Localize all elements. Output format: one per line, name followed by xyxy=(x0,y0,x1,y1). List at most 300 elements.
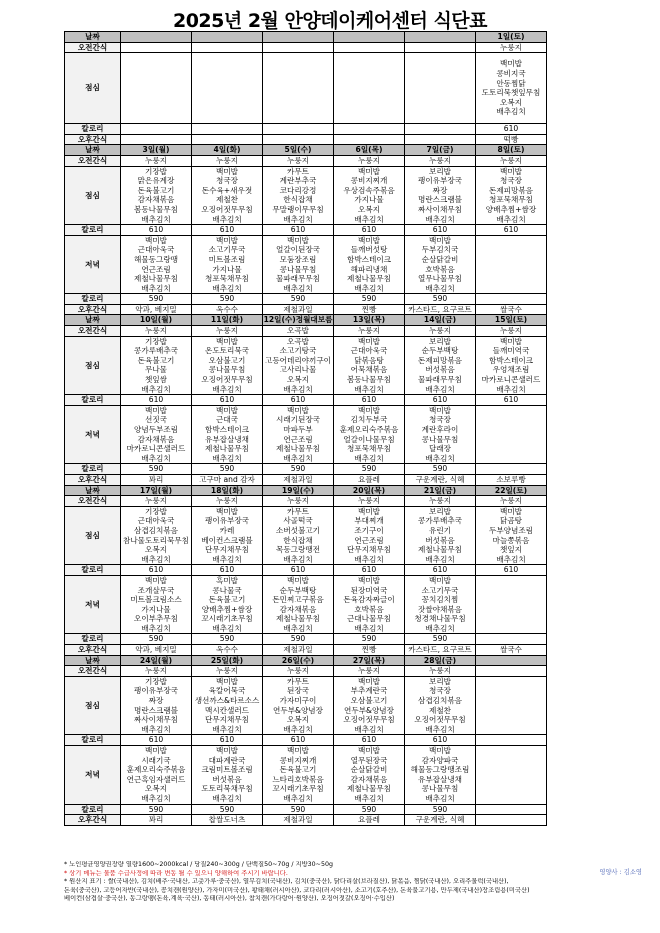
dinner-dish: 청국장 xyxy=(428,415,451,425)
dinner-dish: 소고기무국 xyxy=(421,585,459,595)
kcal-cell: 610 xyxy=(121,225,192,236)
date-cell: 7일(금) xyxy=(405,145,476,156)
lunch-dish: 명란스크램블 xyxy=(133,705,178,715)
pm-snack-cell: 약과, 베지밀 xyxy=(121,304,192,315)
dinner-menu-cell xyxy=(476,405,547,464)
dinner-dish: 순두부백탕 xyxy=(279,585,317,595)
date-cell xyxy=(405,32,476,43)
lunch-dish: 카무트 xyxy=(286,166,309,176)
dinner-dish xyxy=(476,274,546,284)
lunch-menu-cell xyxy=(405,166,476,225)
am-snack-row xyxy=(65,666,547,677)
dinner-dish xyxy=(476,435,546,445)
dinner-menu-cell xyxy=(405,746,476,805)
row-label-kcal: 칼로리 xyxy=(65,464,121,475)
am-snack-row xyxy=(65,496,547,507)
lunch-dish: 배추김치 xyxy=(212,214,242,224)
dinner-dish: 청포묵채무침 xyxy=(346,444,391,454)
lunch-dish: 청국장 xyxy=(499,176,522,186)
lunch-dish: 콩비지찌개 xyxy=(350,176,388,186)
lunch-dish: 베이컨스크램블 xyxy=(201,535,253,545)
pm-snack-cell: 카스타드, 요구르트 xyxy=(405,645,476,656)
kcal-cell: 610 xyxy=(263,225,334,236)
dinner-dish: 콩나물무침 xyxy=(421,434,459,444)
lunch-row xyxy=(65,506,547,565)
dinner-dish: 백미밥 xyxy=(144,235,167,245)
dinner-dish: 백미밥 xyxy=(428,235,451,245)
lunch-dish: 연두부&양념장 xyxy=(273,705,323,715)
lunch-menu-cell xyxy=(476,336,547,395)
lunch-dish: 오삼불고기 xyxy=(208,355,246,365)
dinner-dish: 얼갈이된장국 xyxy=(275,245,320,255)
lunch-kcal-row xyxy=(65,124,547,135)
lunch-dish: 돈제피망볶음 xyxy=(488,185,533,195)
dinner-dish: 백미밥 xyxy=(357,405,380,415)
lunch-kcal-row xyxy=(65,225,547,236)
lunch-dish: 배추김치 xyxy=(212,554,242,564)
lunch-row xyxy=(65,336,547,395)
row-label-pm-snack: 오후간식 xyxy=(65,134,121,145)
kcal-cell: 590 xyxy=(263,464,334,475)
lunch-dish: 카무트 xyxy=(286,506,309,516)
am-snack-cell xyxy=(334,42,405,53)
lunch-dish: 계란부추국 xyxy=(279,176,317,186)
pm-snack-cell: 제철과일 xyxy=(263,645,334,656)
date-row xyxy=(65,145,547,156)
am-snack-cell: 오곡밥 xyxy=(263,326,334,337)
dinner-dish: 배추김치 xyxy=(283,283,313,293)
lunch-menu-cell xyxy=(334,506,405,565)
kcal-cell: 590 xyxy=(405,294,476,305)
nutritionist-name: 영양사 : 김소영 xyxy=(599,869,642,876)
lunch-dish: 백미밥 xyxy=(215,506,238,516)
dinner-dish: 백미밥 xyxy=(428,405,451,415)
dinner-menu-cell xyxy=(263,575,334,634)
dinner-menu-cell xyxy=(476,235,547,294)
dinner-dish: 양념두부조림 xyxy=(133,425,178,434)
lunch-menu-cell xyxy=(334,166,405,225)
dinner-menu-cell xyxy=(263,235,334,294)
dinner-dish xyxy=(476,284,546,294)
lunch-dish: 삼겹김치볶음 xyxy=(133,525,178,535)
lunch-dish: 백미밥 xyxy=(357,166,380,176)
lunch-dish: 백미밥 xyxy=(215,166,238,176)
footer-origin-line-1: * 원산지 표기 : 쌀(국내산), 김치(배추·국내산, 고춧가루·중국산), 열무김치(국내산), 김치(중국산), 닭다리살(브라질산), 닭볶음, 찜닭(국내산), 오리주물럭(국내산), xyxy=(64,878,509,886)
dinner-menu-cell xyxy=(334,575,405,634)
lunch-dish: 돈수육+새우젓 xyxy=(201,185,253,195)
dinner-menu-cell xyxy=(405,235,476,294)
dinner-dish: 잣쌀야채볶음 xyxy=(417,604,462,614)
lunch-dish: 돈제피망볶음 xyxy=(417,355,462,365)
dinner-dish: 콩나물무침 xyxy=(421,784,459,794)
pm-snack-cell: 옥수수 xyxy=(192,304,263,315)
lunch-dish: 명란스크램블 xyxy=(417,195,462,205)
lunch-menu-cell xyxy=(476,53,547,124)
lunch-dish: 단무지채무침 xyxy=(204,715,249,725)
dinner-dish: 백미밥 xyxy=(286,405,309,415)
dinner-dish: 백미밥 xyxy=(286,746,309,755)
row-label-kcal: 칼로리 xyxy=(65,225,121,236)
lunch-dish: 유린기 xyxy=(428,525,451,535)
am-snack-cell xyxy=(121,42,192,53)
dinner-dish: 배추김치 xyxy=(425,623,455,633)
lunch-dish: 무나물 xyxy=(144,365,167,375)
dinner-dish: 배추김치 xyxy=(141,453,171,463)
row-label-am-snack: 오전간식 xyxy=(65,666,121,677)
lunch-menu-cell xyxy=(121,166,192,225)
lunch-dish: 챗잎지 xyxy=(499,545,522,555)
lunch-menu-cell xyxy=(263,506,334,565)
kcal-cell xyxy=(476,294,547,305)
dinner-dish: 마파두부 xyxy=(283,425,313,434)
dinner-dish: 배추김치 xyxy=(212,453,242,463)
lunch-dish: 버섯볶음 xyxy=(425,365,455,375)
pm-snack-cell: 고구마 and 감자 xyxy=(192,474,263,485)
lunch-dish: 무말랭이무무침 xyxy=(272,204,324,214)
lunch-dish: 고사리나물 xyxy=(279,365,317,375)
lunch-dish: 오곡밥 xyxy=(286,336,309,346)
lunch-dish: 백미밥 xyxy=(499,166,522,176)
row-label-kcal: 칼로리 xyxy=(65,804,121,815)
lunch-menu-cell xyxy=(334,336,405,395)
date-cell: 14일(금) xyxy=(405,315,476,326)
dinner-dish: 돈육불고기 xyxy=(208,595,246,605)
kcal-cell: 610 xyxy=(121,565,192,576)
lunch-dish: 닭볶음탕 xyxy=(354,355,384,365)
row-label-dinner: 저녁 xyxy=(65,405,121,464)
dinner-dish: 열무나물무침 xyxy=(417,274,462,284)
lunch-menu-cell xyxy=(121,53,192,124)
dinner-dish xyxy=(476,624,546,634)
lunch-kcal-row xyxy=(65,565,547,576)
kcal-cell: 610 xyxy=(334,225,405,236)
lunch-dish: 맥시칸샐러드 xyxy=(204,705,249,715)
dinner-menu-cell xyxy=(334,405,405,464)
lunch-dish: 들깨미역국 xyxy=(492,346,530,356)
dinner-dish: 백미밥 xyxy=(357,746,380,755)
dinner-dish: 호박볶음 xyxy=(425,264,455,274)
lunch-dish: 온도토리묵국 xyxy=(204,346,249,356)
am-snack-cell xyxy=(476,666,547,677)
date-cell: 18일(화) xyxy=(192,485,263,496)
dinner-dish: 감자양파국 xyxy=(421,755,459,765)
am-snack-cell: 누룽지 xyxy=(405,326,476,337)
lunch-dish: 고등어데리야끼구이 xyxy=(264,355,332,365)
lunch-dish: 배추김치 xyxy=(496,384,526,394)
dinner-dish: 백미밥 xyxy=(428,746,451,755)
lunch-dish: 오복지 xyxy=(144,545,167,555)
lunch-menu-cell xyxy=(263,676,334,735)
pm-snack-cell: 떡빵 xyxy=(476,134,547,145)
dinner-dish xyxy=(476,454,546,464)
lunch-row xyxy=(65,53,547,124)
dinner-dish: 근대국 xyxy=(215,415,238,425)
lunch-dish: 부대찌개 xyxy=(354,516,384,526)
am-snack-cell: 누룽지 xyxy=(121,326,192,337)
lunch-dish: 보리밥 xyxy=(428,166,451,176)
lunch-dish: 백미밥 xyxy=(499,59,522,69)
date-cell: 24일(월) xyxy=(121,655,192,666)
dinner-dish: 시래기국 xyxy=(141,755,171,765)
row-label-kcal: 칼로리 xyxy=(65,124,121,135)
kcal-cell xyxy=(405,124,476,135)
dinner-dish: 백미밥 xyxy=(215,235,238,245)
row-label-kcal: 칼로리 xyxy=(65,294,121,305)
lunch-dish: 함박스테이크 xyxy=(488,355,533,365)
lunch-dish: 코다리강정 xyxy=(279,185,317,195)
lunch-dish: 백미밥 xyxy=(499,336,522,346)
lunch-row xyxy=(65,676,547,735)
date-cell xyxy=(476,655,547,666)
pm-snack-cell: 찐빵 xyxy=(334,645,405,656)
lunch-dish: 오복지 xyxy=(286,715,309,725)
dinner-dish: 버섯볶음 xyxy=(212,774,242,784)
am-snack-row xyxy=(65,42,547,53)
dinner-dish: 대파계란국 xyxy=(208,755,246,765)
dinner-menu-cell xyxy=(192,405,263,464)
dinner-dish: 배추김치 xyxy=(425,793,455,803)
kcal-cell: 610 xyxy=(405,565,476,576)
dinner-dish xyxy=(476,595,546,605)
dinner-dish: 함박스테이크 xyxy=(346,254,391,264)
lunch-dish: 보리밥 xyxy=(428,336,451,346)
lunch-dish: 배추김치 xyxy=(425,724,455,734)
lunch-dish: 콩가루배추국 xyxy=(133,346,178,356)
am-snack-cell: 누룽지 xyxy=(121,666,192,677)
lunch-dish: 연근조림 xyxy=(354,535,384,545)
dinner-dish: 제철나물무침 xyxy=(275,444,320,454)
lunch-dish: 챗잎쌈 xyxy=(144,375,167,385)
kcal-cell: 590 xyxy=(263,804,334,815)
dinner-dish: 꼬시래기초무침 xyxy=(201,614,253,624)
dinner-dish: 제철나물무침 xyxy=(133,274,178,284)
kcal-cell: 590 xyxy=(192,464,263,475)
lunch-dish: 버섯볶음 xyxy=(425,535,455,545)
kcal-cell: 610 xyxy=(192,395,263,406)
am-snack-cell: 누룽지 xyxy=(476,326,547,337)
date-cell: 15일(토) xyxy=(476,315,547,326)
pm-snack-cell: 제철과일 xyxy=(263,815,334,826)
kcal-cell: 590 xyxy=(192,634,263,645)
am-snack-cell: 누룽지 xyxy=(476,155,547,166)
lunch-dish: 순두부백탕 xyxy=(421,346,459,356)
lunch-dish: 오복지 xyxy=(357,204,380,214)
date-cell: 20일(목) xyxy=(334,485,405,496)
lunch-dish: 배추김치 xyxy=(496,107,526,117)
am-snack-row xyxy=(65,326,547,337)
am-snack-cell: 누룽지 xyxy=(334,326,405,337)
lunch-dish: 배추김치 xyxy=(354,384,384,394)
lunch-dish: 짜사이채무침 xyxy=(417,204,462,214)
lunch-dish: 한식잡채 xyxy=(283,535,313,545)
lunch-dish: 기장밥 xyxy=(144,166,167,176)
dinner-kcal-row xyxy=(65,634,547,645)
lunch-menu-cell xyxy=(121,506,192,565)
am-snack-cell: 누룽지 xyxy=(405,496,476,507)
kcal-cell: 590 xyxy=(263,294,334,305)
lunch-dish: 어묵채볶음 xyxy=(350,365,388,375)
pm-snack-cell: 구운계란, 식혜 xyxy=(405,474,476,485)
dinner-dish: 유부잡살냉채 xyxy=(417,774,462,784)
am-snack-cell: 누룽지 xyxy=(263,666,334,677)
am-snack-cell: 누룽지 xyxy=(121,155,192,166)
date-cell: 4일(화) xyxy=(192,145,263,156)
pm-snack-cell: 제철과일 xyxy=(263,304,334,315)
pm-snack-cell: 구운계란, 식혜 xyxy=(405,815,476,826)
lunch-dish: 배추김치 xyxy=(354,214,384,224)
dinner-dish: 선짓국 xyxy=(144,415,167,425)
lunch-dish: 물파래무무침 xyxy=(417,375,462,385)
am-snack-row xyxy=(65,155,547,166)
am-snack-cell xyxy=(263,42,334,53)
kcal-cell: 610 xyxy=(334,565,405,576)
dinner-dish: 배추김치 xyxy=(212,283,242,293)
lunch-dish: 제철찬 xyxy=(428,705,451,715)
row-label-date: 날짜 xyxy=(65,655,121,666)
dinner-dish: 백미밥 xyxy=(144,405,167,415)
kcal-cell: 610 xyxy=(192,225,263,236)
row-label-date: 날짜 xyxy=(65,315,121,326)
lunch-menu-cell xyxy=(405,53,476,124)
lunch-menu-cell xyxy=(121,676,192,735)
kcal-cell: 590 xyxy=(121,804,192,815)
kcal-cell: 590 xyxy=(263,634,334,645)
pm-snack-cell: 소보루빵 xyxy=(476,474,547,485)
date-cell: 13일(목) xyxy=(334,315,405,326)
date-row xyxy=(65,32,547,43)
lunch-dish: 오징어젓무무침 xyxy=(414,715,466,725)
date-cell xyxy=(192,32,263,43)
row-label-am-snack: 오전간식 xyxy=(65,496,121,507)
pm-snack-row xyxy=(65,815,547,826)
dinner-dish: 감자채볶음 xyxy=(350,774,388,784)
kcal-cell: 610 xyxy=(334,735,405,746)
dinner-dish: 청경채나물무침 xyxy=(414,614,466,624)
pm-snack-cell: 약과, 베지밀 xyxy=(121,645,192,656)
lunch-dish: 배추김치 xyxy=(496,214,526,224)
lunch-menu-cell xyxy=(192,506,263,565)
dinner-row xyxy=(65,746,547,805)
lunch-dish: 짜사이채무침 xyxy=(133,715,178,725)
dinner-dish: 배추김치 xyxy=(354,453,384,463)
kcal-cell: 610 xyxy=(192,565,263,576)
lunch-dish: 콩비지국 xyxy=(496,69,526,78)
dinner-dish: 백미밥 xyxy=(357,235,380,245)
lunch-dish: 단무지채무침 xyxy=(346,545,391,555)
row-label-am-snack: 오전간식 xyxy=(65,326,121,337)
dinner-dish xyxy=(476,425,546,435)
am-snack-cell xyxy=(405,42,476,53)
lunch-dish: 콩나물무침 xyxy=(208,365,246,375)
date-cell: 11일(화) xyxy=(192,315,263,326)
am-snack-cell: 누룽지 xyxy=(121,496,192,507)
dinner-dish: 연근조림 xyxy=(141,264,171,274)
lunch-dish: 오징어젓무무침 xyxy=(201,375,253,385)
lunch-dish: 감자채볶음 xyxy=(137,195,175,205)
lunch-dish: 제철나물무침 xyxy=(417,545,462,555)
lunch-dish: 백미밥 xyxy=(357,336,380,346)
kcal-cell: 610 xyxy=(263,395,334,406)
kcal-cell: 590 xyxy=(334,294,405,305)
dinner-dish: 돈육감자짜글이 xyxy=(343,595,395,605)
date-cell: 5일(수) xyxy=(263,145,334,156)
row-label-lunch: 점심 xyxy=(65,506,121,565)
kcal-cell: 610 xyxy=(263,565,334,576)
dinner-menu-cell xyxy=(476,575,547,634)
kcal-cell: 610 xyxy=(263,735,334,746)
lunch-dish: 소고기탕국 xyxy=(279,346,317,356)
dinner-dish: 마카로니콘샐러드 xyxy=(126,444,186,454)
dinner-menu-cell xyxy=(263,746,334,805)
lunch-dish: 카레 xyxy=(219,525,235,535)
lunch-dish: 가자미구이 xyxy=(279,696,317,706)
dinner-kcal-row xyxy=(65,464,547,475)
row-label-dinner: 저녁 xyxy=(65,746,121,805)
kcal-cell xyxy=(263,124,334,135)
pm-snack-row xyxy=(65,304,547,315)
lunch-dish: 청국장 xyxy=(428,686,451,696)
kcal-cell: 610 xyxy=(405,225,476,236)
dinner-dish: 호박볶음 xyxy=(354,604,384,614)
lunch-dish: 근대아욱국 xyxy=(137,516,175,526)
lunch-dish: 돈육불고기 xyxy=(137,355,175,365)
date-cell: 10일(월) xyxy=(121,315,192,326)
lunch-dish: 배추김치 xyxy=(283,554,313,564)
lunch-row xyxy=(65,166,547,225)
pm-snack-row xyxy=(65,134,547,145)
lunch-kcal-row xyxy=(65,735,547,746)
lunch-dish: 목동그랑땡전 xyxy=(275,545,320,555)
date-cell: 1일(토) xyxy=(476,32,547,43)
pm-snack-cell: 옥수수 xyxy=(192,645,263,656)
dinner-dish: 청포묵채무침 xyxy=(204,274,249,284)
lunch-dish: 도토리묵챗잎무침 xyxy=(481,88,541,98)
dinner-dish: 흑미밥 xyxy=(215,575,238,585)
dinner-dish: 콩나물국 xyxy=(212,585,242,595)
dinner-dish: 연근조림 xyxy=(283,434,313,444)
lunch-dish: 배추김치 xyxy=(141,554,171,564)
date-cell: 8일(토) xyxy=(476,145,547,156)
lunch-dish: 배추김치 xyxy=(141,724,171,734)
dinner-dish: 크림미트볼조림 xyxy=(201,765,253,775)
lunch-menu-cell xyxy=(476,676,547,735)
dinner-row xyxy=(65,235,547,294)
dinner-menu-cell xyxy=(121,405,192,464)
lunch-dish: 부추계란국 xyxy=(350,686,388,696)
lunch-dish: 사골떡국 xyxy=(283,516,313,526)
lunch-dish: 콩가루배추국 xyxy=(417,516,462,526)
dinner-dish: 배추김치 xyxy=(283,623,313,633)
dinner-kcal-row xyxy=(65,294,547,305)
pm-snack-cell xyxy=(405,134,476,145)
pm-snack-cell xyxy=(192,134,263,145)
dinner-dish: 백미밥 xyxy=(144,575,167,585)
lunch-dish: 배추김치 xyxy=(212,384,242,394)
date-cell xyxy=(263,32,334,43)
lunch-menu-cell xyxy=(405,336,476,395)
dinner-dish: 배추김치 xyxy=(354,793,384,803)
dinner-dish: 배추김치 xyxy=(425,453,455,463)
am-snack-cell: 누룽지 xyxy=(263,155,334,166)
lunch-menu-cell xyxy=(263,53,334,124)
date-row xyxy=(65,315,547,326)
lunch-dish: 단무지채무침 xyxy=(204,545,249,555)
row-label-kcal: 칼로리 xyxy=(65,395,121,406)
dinner-dish: 제철나물무침 xyxy=(275,614,320,624)
kcal-cell: 590 xyxy=(334,804,405,815)
kcal-cell: 610 xyxy=(476,395,547,406)
dinner-dish: 함박스테이크 xyxy=(204,425,249,434)
